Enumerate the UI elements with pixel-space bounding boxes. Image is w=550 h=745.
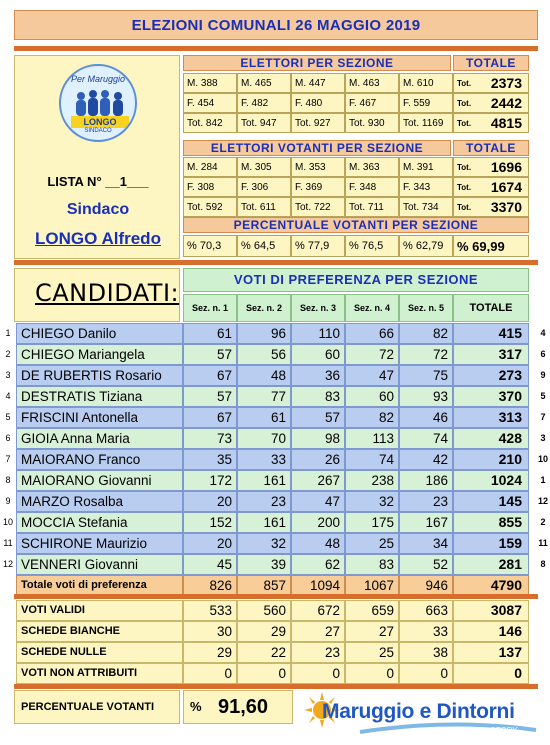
- percentuale-total: % 69,99: [453, 235, 529, 257]
- total-prefix: Tot.: [457, 98, 472, 108]
- candidate-rank: 7: [540, 412, 546, 422]
- candidate-votes: 83: [345, 554, 399, 575]
- candidate-votes: 167: [399, 512, 453, 533]
- page-title: ELEZIONI COMUNALI 26 MAGGIO 2019: [14, 10, 538, 40]
- summary-label: SCHEDE NULLE: [16, 642, 183, 663]
- candidate-votes: 52: [399, 554, 453, 575]
- candidate-rank: 5: [540, 391, 546, 401]
- votanti-cell: Tot. 611: [237, 197, 291, 217]
- votanti-cell: M. 353: [291, 157, 345, 177]
- logo-name: LONGO: [71, 116, 129, 128]
- votanti-cell: Tot. 734: [399, 197, 453, 217]
- candidate-name: DE RUBERTIS Rosario: [16, 365, 183, 386]
- candidate-votes: 46: [399, 407, 453, 428]
- elettori-total-header: TOTALE: [453, 55, 529, 71]
- summary-value: 38: [399, 642, 453, 663]
- candidate-votes: 45: [183, 554, 237, 575]
- section-header: Sez. n. 5: [399, 294, 453, 322]
- elettori-cell: M. 610: [399, 73, 453, 93]
- total-preference-value: 1094: [291, 575, 345, 596]
- summary-value: 533: [183, 600, 237, 621]
- candidate-votes: 186: [399, 470, 453, 491]
- total-preference-total: 4790: [453, 575, 529, 596]
- summary-label: SCHEDE BIANCHE: [16, 621, 183, 642]
- summary-value: 0: [345, 663, 399, 684]
- total-prefix: Tot.: [457, 78, 472, 88]
- elettori-cell: F. 559: [399, 93, 453, 113]
- brand-tag: STORY: [490, 726, 518, 735]
- candidate-votes: 67: [183, 365, 237, 386]
- elettori-cell: M. 447: [291, 73, 345, 93]
- candidate-votes: 23: [237, 491, 291, 512]
- percentuale-cell: % 70,3: [183, 235, 237, 257]
- candidate-votes: 96: [237, 323, 291, 344]
- candidate-votes: 74: [345, 449, 399, 470]
- votanti-cell: F. 308: [183, 177, 237, 197]
- elettori-cell: F. 467: [345, 93, 399, 113]
- candidate-total: 415: [453, 323, 529, 344]
- candidate-number: 1: [5, 328, 11, 338]
- candidate-votes: 32: [345, 491, 399, 512]
- summary-label: VOTI NON ATTRIBUITI: [16, 663, 183, 684]
- candidate-name: MARZO Rosalba: [16, 491, 183, 512]
- elettori-cell: F. 482: [237, 93, 291, 113]
- candidate-name: MAIORANO Giovanni: [16, 470, 183, 491]
- candidate-rank: 10: [537, 454, 548, 464]
- votanti-cell: F. 306: [237, 177, 291, 197]
- candidate-row: [0, 533, 550, 554]
- candidate-votes: 23: [399, 491, 453, 512]
- total-prefix: Tot.: [457, 202, 472, 212]
- voti-preferenza-header: VOTI DI PREFERENZA PER SEZIONE: [183, 268, 529, 292]
- total-value: 4815: [490, 115, 522, 131]
- candidate-votes: 161: [237, 470, 291, 491]
- percentuale-cell: % 62,79: [399, 235, 453, 257]
- votanti-cell: Tot. 711: [345, 197, 399, 217]
- candidate-rank: 6: [540, 349, 546, 359]
- candidate-total: 145: [453, 491, 529, 512]
- candidate-rank: 3: [540, 433, 546, 443]
- candidate-votes: 20: [183, 533, 237, 554]
- elettori-total: [453, 73, 529, 93]
- candidate-votes: 67: [183, 407, 237, 428]
- elettori-cell: F. 480: [291, 93, 345, 113]
- candidate-row: [0, 554, 550, 575]
- summary-value: 0: [237, 663, 291, 684]
- candidate-votes: 60: [291, 344, 345, 365]
- candidate-votes: 83: [291, 386, 345, 407]
- summary-value: 560: [237, 600, 291, 621]
- votanti-total-header: TOTALE: [453, 140, 529, 156]
- total-prefix: Tot.: [457, 162, 472, 172]
- section-header: TOTALE: [453, 294, 529, 322]
- total-preference-row: [0, 575, 550, 596]
- candidate-number: 8: [5, 475, 11, 485]
- summary-value: 0: [183, 663, 237, 684]
- votanti-total: [453, 157, 529, 177]
- candidate-votes: 72: [399, 344, 453, 365]
- candidate-row: [0, 344, 550, 365]
- elettori-cell: M. 465: [237, 73, 291, 93]
- section-header: Sez. n. 3: [291, 294, 345, 322]
- candidate-row: [0, 407, 550, 428]
- candidate-votes: 20: [183, 491, 237, 512]
- candidate-total: 428: [453, 428, 529, 449]
- elettori-cell: Tot. 842: [183, 113, 237, 133]
- candidate-number: 10: [2, 517, 13, 527]
- candidate-votes: 175: [345, 512, 399, 533]
- candidate-votes: 26: [291, 449, 345, 470]
- summary-value: 30: [183, 621, 237, 642]
- candidate-name: MOCCIA Stefania: [16, 512, 183, 533]
- summary-value: 23: [291, 642, 345, 663]
- candidate-votes: 60: [345, 386, 399, 407]
- candidate-votes: 66: [345, 323, 399, 344]
- elettori-cell: Tot. 930: [345, 113, 399, 133]
- elettori-total: [453, 113, 529, 133]
- total-prefix: Tot.: [457, 118, 472, 128]
- votanti-total: [453, 177, 529, 197]
- total-value: 2373: [490, 75, 522, 91]
- votanti-cell: M. 284: [183, 157, 237, 177]
- total-preference-label: Totale voti di preferenza: [16, 575, 183, 596]
- total-prefix: Tot.: [457, 182, 472, 192]
- candidate-votes: 110: [291, 323, 345, 344]
- candidate-votes: 57: [183, 386, 237, 407]
- candidate-name: SCHIRONE Maurizio: [16, 533, 183, 554]
- summary-value: 22: [237, 642, 291, 663]
- candidate-number: 5: [5, 412, 11, 422]
- lista-number: LISTA N° __1___: [47, 174, 149, 189]
- summary-value: 27: [291, 621, 345, 642]
- brand-name: Maruggio e Dintorni: [322, 700, 515, 723]
- candidate-votes: 34: [399, 533, 453, 554]
- candidate-number: 2: [5, 349, 11, 359]
- candidate-name: MAIORANO Franco: [16, 449, 183, 470]
- divider: [14, 594, 538, 599]
- logo-per-text: Per Maruggio: [70, 74, 126, 84]
- summary-label: VOTI VALIDI: [16, 600, 183, 621]
- candidate-number: 9: [5, 496, 11, 506]
- candidate-votes: 200: [291, 512, 345, 533]
- candidate-votes: 82: [345, 407, 399, 428]
- percent-sign: %: [190, 699, 202, 714]
- candidate-votes: 47: [291, 491, 345, 512]
- candidate-name: GIOIA Anna Maria: [16, 428, 183, 449]
- logo-sub: SINDACO: [84, 128, 112, 134]
- candidate-votes: 57: [291, 407, 345, 428]
- candidate-votes: 70: [237, 428, 291, 449]
- candidate-name: DESTRATIS Tiziana: [16, 386, 183, 407]
- candidate-votes: 35: [183, 449, 237, 470]
- summary-value: 0: [291, 663, 345, 684]
- summary-total: 137: [453, 642, 529, 663]
- candidati-label: CANDIDATI:: [35, 279, 180, 307]
- summary-value: 29: [183, 642, 237, 663]
- total-preference-value: 826: [183, 575, 237, 596]
- percentuale-votanti-label: PERCENTUALE VOTANTI: [14, 690, 180, 724]
- candidate-row: [0, 386, 550, 407]
- votanti-cell: F. 348: [345, 177, 399, 197]
- candidato-sindaco: LONGO Alfredo: [35, 229, 161, 248]
- candidate-votes: 82: [399, 323, 453, 344]
- candidate-votes: 48: [291, 533, 345, 554]
- total-preference-value: 857: [237, 575, 291, 596]
- elettori-header: ELETTORI PER SEZIONE: [183, 55, 451, 71]
- candidate-number: 11: [3, 538, 13, 548]
- candidate-votes: 77: [237, 386, 291, 407]
- summary-row: [16, 642, 530, 663]
- list-logo: [59, 64, 137, 142]
- percentuale-cell: % 64,5: [237, 235, 291, 257]
- summary-value: 33: [399, 621, 453, 642]
- candidate-name: FRISCINI Antonella: [16, 407, 183, 428]
- elettori-cell: M. 388: [183, 73, 237, 93]
- candidate-row: [0, 449, 550, 470]
- candidate-rank: 2: [540, 517, 546, 527]
- candidate-votes: 238: [345, 470, 399, 491]
- total-value: 3370: [490, 199, 522, 215]
- summary-total: 3087: [453, 600, 529, 621]
- candidate-rank: 8: [540, 559, 546, 569]
- votanti-header: ELETTORI VOTANTI PER SEZIONE: [183, 140, 451, 156]
- candidate-votes: 98: [291, 428, 345, 449]
- summary-value: 659: [345, 600, 399, 621]
- summary-value: 663: [399, 600, 453, 621]
- elettori-cell: M. 463: [345, 73, 399, 93]
- candidate-votes: 36: [291, 365, 345, 386]
- candidate-total: 370: [453, 386, 529, 407]
- percentuale-cell: % 77,9: [291, 235, 345, 257]
- section-header: Sez. n. 1: [183, 294, 237, 322]
- candidate-votes: 57: [183, 344, 237, 365]
- votanti-cell: M. 391: [399, 157, 453, 177]
- candidate-votes: 61: [183, 323, 237, 344]
- candidate-row: [0, 491, 550, 512]
- candidate-votes: 56: [237, 344, 291, 365]
- candidate-votes: 75: [399, 365, 453, 386]
- candidate-number: 4: [5, 391, 11, 401]
- summary-value: 25: [345, 642, 399, 663]
- total-preference-value: 946: [399, 575, 453, 596]
- candidate-votes: 25: [345, 533, 399, 554]
- candidate-name: CHIEGO Mariangela: [16, 344, 183, 365]
- summary-row: [16, 663, 530, 684]
- candidate-votes: 33: [237, 449, 291, 470]
- candidate-total: 159: [453, 533, 529, 554]
- summary-value: 0: [399, 663, 453, 684]
- percentuale-votanti-value-box: [183, 690, 293, 724]
- candidate-row: [0, 365, 550, 386]
- votanti-cell: Tot. 722: [291, 197, 345, 217]
- candidate-name: CHIEGO Danilo: [16, 323, 183, 344]
- candidate-total: 317: [453, 344, 529, 365]
- candidate-votes: 72: [345, 344, 399, 365]
- percentuale-header: PERCENTUALE VOTANTI PER SEZIONE: [183, 217, 529, 233]
- votanti-cell: F. 343: [399, 177, 453, 197]
- votanti-cell: M. 363: [345, 157, 399, 177]
- summary-value: 672: [291, 600, 345, 621]
- section-header: Sez. n. 4: [345, 294, 399, 322]
- summary-row: [16, 600, 530, 621]
- candidate-votes: 39: [237, 554, 291, 575]
- summary-value: 27: [345, 621, 399, 642]
- candidate-votes: 42: [399, 449, 453, 470]
- candidate-total: 1024: [453, 470, 529, 491]
- votanti-cell: Tot. 592: [183, 197, 237, 217]
- divider: [14, 260, 538, 265]
- candidate-name: VENNERI Giovanni: [16, 554, 183, 575]
- candidate-row: [0, 512, 550, 533]
- candidate-votes: 172: [183, 470, 237, 491]
- candidate-number: 12: [2, 559, 13, 569]
- total-value: 1674: [490, 179, 522, 195]
- candidate-votes: 32: [237, 533, 291, 554]
- sindaco-label: Sindaco: [66, 201, 130, 218]
- votanti-total: [453, 197, 529, 217]
- candidate-rank: 1: [540, 475, 546, 485]
- candidate-votes: 93: [399, 386, 453, 407]
- candidate-number: 6: [5, 433, 11, 443]
- candidate-rank: 9: [540, 370, 546, 380]
- candidate-rank: 12: [537, 496, 548, 506]
- summary-row: [16, 621, 530, 642]
- candidate-votes: 62: [291, 554, 345, 575]
- elettori-total: [453, 93, 529, 113]
- candidate-row: [0, 470, 550, 491]
- votanti-cell: M. 305: [237, 157, 291, 177]
- total-value: 1696: [490, 159, 522, 175]
- elettori-cell: Tot. 927: [291, 113, 345, 133]
- candidate-votes: 48: [237, 365, 291, 386]
- divider: [14, 46, 538, 51]
- elettori-cell: F. 454: [183, 93, 237, 113]
- candidate-number: 7: [5, 454, 11, 464]
- candidate-rank: 4: [540, 328, 546, 338]
- people-icon: [73, 88, 127, 116]
- candidati-label-box: [14, 268, 180, 322]
- candidate-total: 210: [453, 449, 529, 470]
- candidate-votes: 161: [237, 512, 291, 533]
- votanti-cell: F. 369: [291, 177, 345, 197]
- candidate-total: 313: [453, 407, 529, 428]
- candidate-row: [0, 428, 550, 449]
- list-panel: [14, 55, 180, 259]
- brand-logo: [300, 688, 540, 740]
- candidate-votes: 47: [345, 365, 399, 386]
- candidate-total: 855: [453, 512, 529, 533]
- candidate-votes: 113: [345, 428, 399, 449]
- candidate-total: 281: [453, 554, 529, 575]
- elettori-cell: Tot. 947: [237, 113, 291, 133]
- candidate-votes: 61: [237, 407, 291, 428]
- summary-total: 0: [453, 663, 529, 684]
- candidate-number: 3: [5, 370, 11, 380]
- total-value: 2442: [490, 95, 522, 111]
- elettori-cell: Tot. 1169: [399, 113, 453, 133]
- candidate-total: 273: [453, 365, 529, 386]
- candidate-votes: 152: [183, 512, 237, 533]
- candidate-votes: 267: [291, 470, 345, 491]
- total-preference-value: 1067: [345, 575, 399, 596]
- summary-total: 146: [453, 621, 529, 642]
- summary-value: 29: [237, 621, 291, 642]
- candidate-row: [0, 323, 550, 344]
- percentuale-votanti-value: 91,60: [218, 696, 269, 718]
- percentuale-cell: % 76,5: [345, 235, 399, 257]
- candidate-rank: 11: [538, 538, 548, 548]
- section-header: Sez. n. 2: [237, 294, 291, 322]
- candidate-votes: 74: [399, 428, 453, 449]
- candidate-votes: 73: [183, 428, 237, 449]
